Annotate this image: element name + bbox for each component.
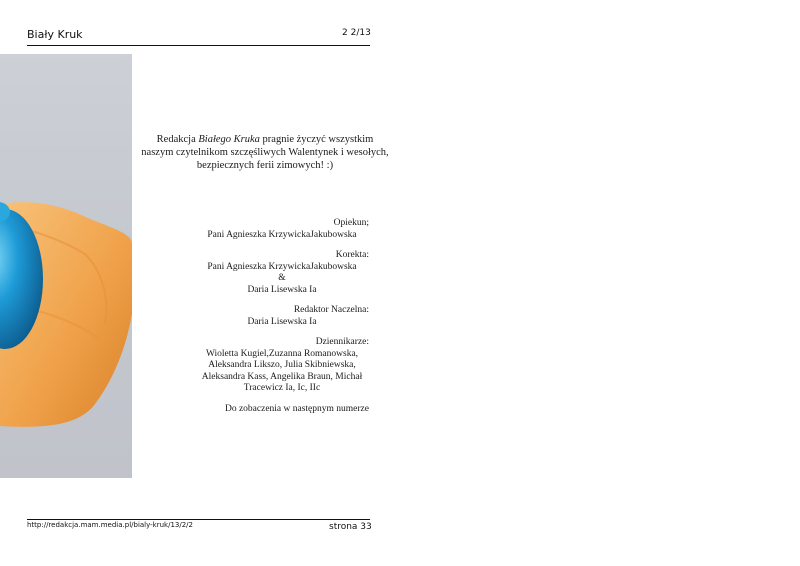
- header-title: Biały Kruk: [27, 28, 83, 41]
- header-rule: [27, 45, 370, 46]
- greeting-before: Redakcja: [156, 134, 199, 145]
- credit-role: Dziennikarze:: [315, 337, 369, 347]
- magazine-name: Białego Kruka: [198, 134, 260, 145]
- greeting-message: [140, 133, 390, 172]
- credits: [195, 218, 369, 404]
- credit-person: Aleksandra Likszo, Julia Skibniewska,: [208, 360, 356, 370]
- credit-person: Daria Lisewska Ia: [247, 316, 317, 327]
- credit-block-guardian: [195, 218, 369, 241]
- footer-page-number: strona 33: [329, 522, 372, 532]
- credit-block-journalists: [195, 337, 369, 395]
- credit-person: &: [278, 273, 286, 283]
- closing-note: Do zobaczenia w następnym numerze: [224, 404, 369, 414]
- credit-person: Pani Agnieszka KrzywickaJakubowska: [207, 261, 357, 272]
- credit-person: Daria Lisewska Ia: [247, 284, 317, 295]
- flower-illustration: [0, 54, 132, 478]
- credit-person: Aleksandra Kass, Angelika Braun, Michał: [201, 371, 363, 382]
- credit-person: Tracewicz Ia, Ic, IIc: [243, 383, 321, 393]
- credit-role: Opiekun;: [333, 218, 369, 228]
- credit-role: Redaktor Naczelna:: [293, 305, 369, 315]
- credit-person: Pani Agnieszka KrzywickaJakubowska: [207, 229, 357, 240]
- credit-block-proofreading: [195, 250, 369, 296]
- credit-role: Korekta:: [335, 250, 369, 260]
- credit-person: Wioletta Kugiel,Zuzanna Romanowska,: [205, 348, 359, 359]
- decorative-photo: [0, 54, 132, 478]
- header-page-number: 2 2/13: [342, 28, 371, 38]
- credit-block-editor-in-chief: [195, 305, 369, 328]
- footer-rule: [27, 519, 370, 520]
- greeting-after: pragnie życzyć wszystkim naszym czytelnikom szczęśliwych Walentynek i wesołych, bezpiecznych ferii zimowych! :): [141, 134, 389, 171]
- footer-url: http://redakcja.mam.media.pl/bialy-kruk/13/2/2: [27, 521, 193, 529]
